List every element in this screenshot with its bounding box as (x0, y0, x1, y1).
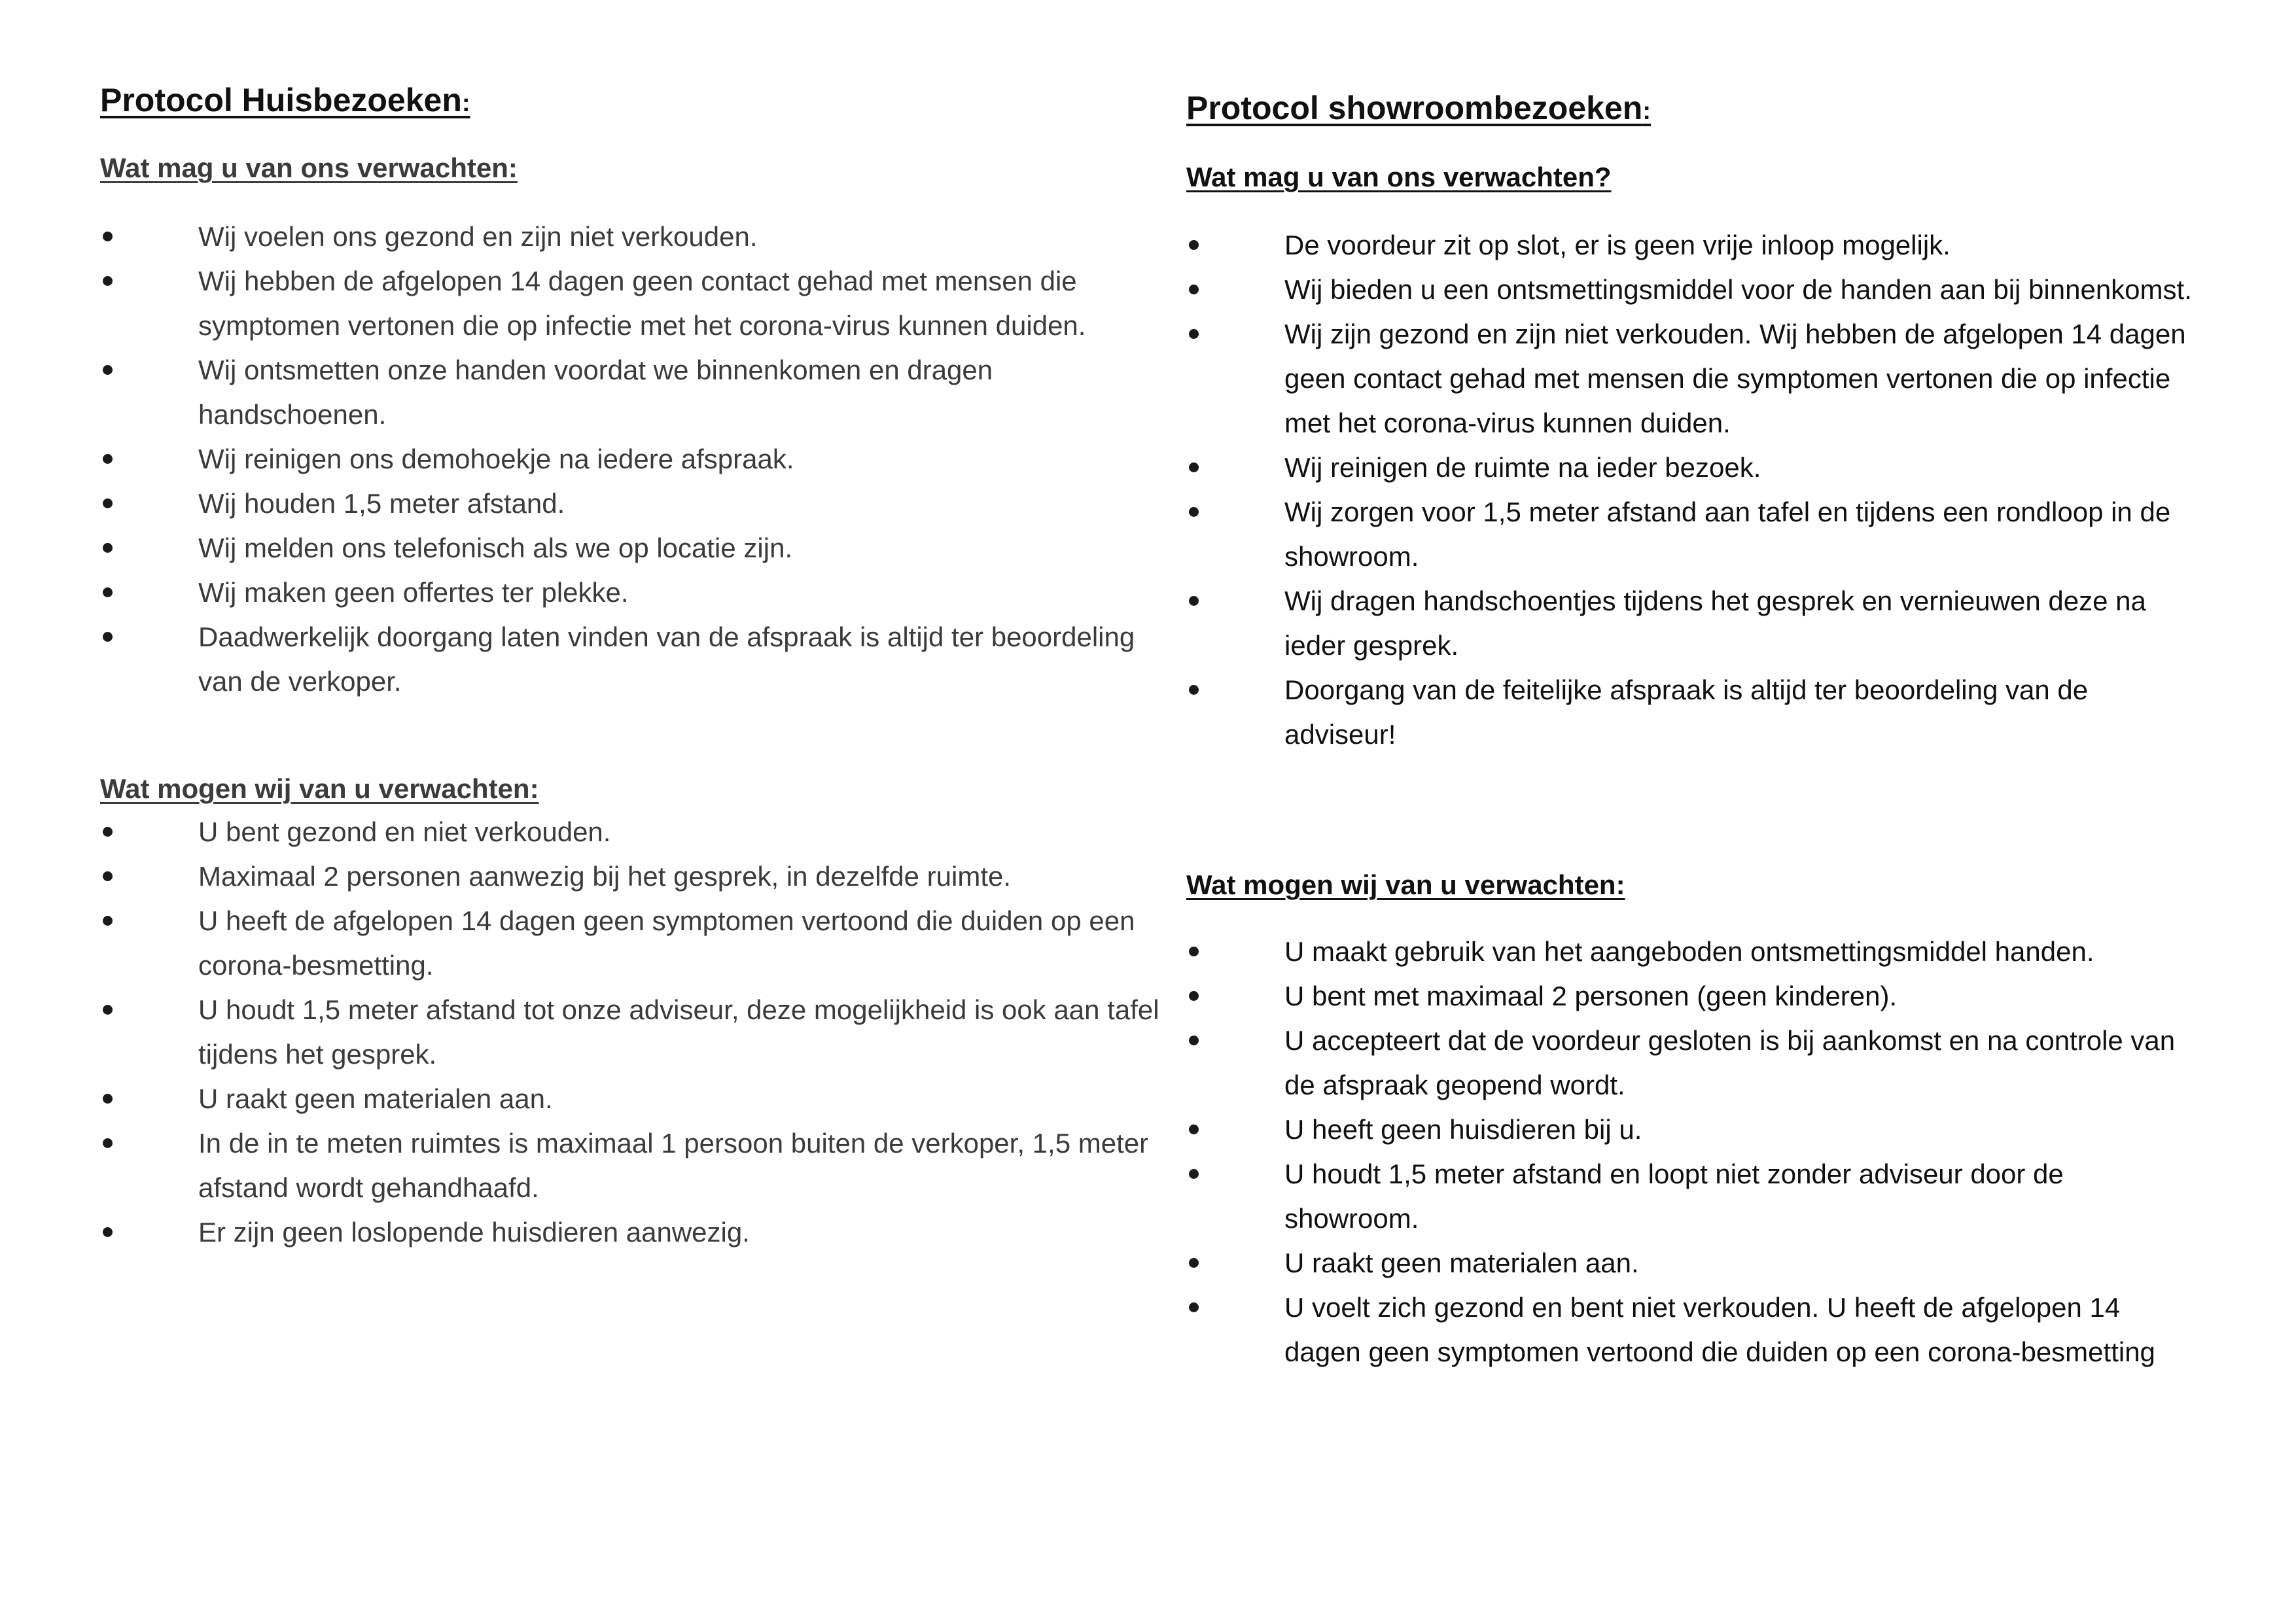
bullet-icon (1189, 596, 1199, 606)
list-item: U maakt gebruik van het aangeboden ontsmettingsmiddel handen. (1186, 930, 2200, 974)
right-title (1186, 92, 1651, 124)
left-title-colon: : (461, 90, 470, 117)
bullet-icon (1189, 685, 1199, 695)
bullet-icon (1189, 507, 1199, 517)
bullet-icon (1189, 462, 1199, 472)
list-item: U bent met maximaal 2 personen (geen kinderen). (1186, 974, 2200, 1019)
bullet-icon (1189, 329, 1199, 339)
bullet-icon (103, 232, 113, 241)
list-item: U accepteert dat de voordeur gesloten is bij aankomst en na controle van de afspraak geopend wordt. (1186, 1019, 2200, 1108)
right-title-text: Protocol showroombezoeken (1186, 90, 1643, 126)
list-item: Wij hebben de afgelopen 14 dagen geen contact gehad met mensen die symptomen vertonen die op infectie met het corona-virus kunnen duiden. (100, 259, 1173, 348)
bullet-icon (103, 632, 113, 642)
list-item: U voelt zich gezond en bent niet verkouden. U heeft de afgelopen 14 dagen geen symptomen vertoond die duiden op een corona-besmetting (1186, 1285, 2200, 1374)
list-item: Wij melden ons telefonisch als we op locatie zijn. (100, 526, 1173, 570)
bullet-icon (1189, 1036, 1199, 1045)
list-item: Wij zijn gezond en zijn niet verkouden. Wij hebben de afgelopen 14 dagen geen contact gehad met mensen die symptomen vertonen die op infectie met het corona-virus kunnen duiden. (1186, 312, 2200, 445)
list-item: Wij voelen ons gezond en zijn niet verkouden. (100, 215, 1173, 259)
right-section2-list (1186, 930, 2200, 1374)
bullet-icon (1189, 240, 1199, 250)
bullet-icon (103, 1005, 113, 1015)
list-item: De voordeur zit op slot, er is geen vrije inloop mogelijk. (1186, 223, 2200, 268)
bullet-icon (103, 365, 113, 375)
list-item: U raakt geen materialen aan. (100, 1077, 1173, 1121)
bullet-icon (103, 498, 113, 508)
bullet-icon (1189, 1169, 1199, 1179)
left-section1-heading: Wat mag u van ons verwachten: (100, 152, 518, 183)
list-item: U heeft geen huisdieren bij u. (1186, 1108, 2200, 1152)
right-section1-list (1186, 223, 2200, 757)
list-item: Wij bieden u een ontsmettingsmiddel voor de handen aan bij binnenkomst. (1186, 268, 2200, 312)
list-item: U raakt geen materialen aan. (1186, 1241, 2200, 1285)
left-section2-heading: Wat mogen wij van u verwachten: (100, 773, 539, 804)
bullet-icon (103, 1227, 113, 1237)
bullet-icon (103, 1094, 113, 1104)
bullet-icon (1189, 285, 1199, 294)
left-title-text: Protocol Huisbezoeken (100, 82, 462, 118)
list-item: Wij ontsmetten onze handen voordat we binnenkomen en dragen handschoenen. (100, 348, 1173, 437)
list-item: U houdt 1,5 meter afstand en loopt niet zonder adviseur door de showroom. (1186, 1152, 2200, 1241)
list-item: Wij dragen handschoentjes tijdens het gesprek en vernieuwen deze na ieder gesprek. (1186, 579, 2200, 668)
bullet-icon (103, 587, 113, 597)
bullet-icon (103, 454, 113, 464)
list-item: U heeft de afgelopen 14 dagen geen symptomen vertoond die duiden op een corona-besmetting. (100, 899, 1173, 988)
list-item: Wij maken geen offertes ter plekke. (100, 570, 1173, 615)
list-item: Wij reinigen de ruimte na ieder bezoek. (1186, 445, 2200, 490)
list-item: U houdt 1,5 meter afstand tot onze adviseur, deze mogelijkheid is ook aan tafel tijdens het gesprek. (100, 988, 1173, 1077)
list-item: U bent gezond en niet verkouden. (100, 810, 1173, 854)
right-section1-heading: Wat mag u van ons verwachten? (1186, 162, 1612, 192)
bullet-icon (103, 827, 113, 837)
bullet-icon (103, 543, 113, 553)
bullet-icon (1189, 1125, 1199, 1134)
list-item: Wij houden 1,5 meter afstand. (100, 481, 1173, 526)
list-item: Er zijn geen loslopende huisdieren aanwezig. (100, 1210, 1173, 1255)
list-item: Maximaal 2 personen aanwezig bij het gesprek, in dezelfde ruimte. (100, 854, 1173, 899)
bullet-icon (103, 1138, 113, 1148)
bullet-icon (1189, 991, 1199, 1001)
bullet-icon (103, 916, 113, 926)
left-section1-list (100, 215, 1173, 704)
right-section2-heading: Wat mogen wij van u verwachten: (1186, 869, 1625, 900)
bullet-icon (103, 871, 113, 881)
right-title-colon: : (1642, 97, 1651, 125)
left-title (100, 84, 470, 116)
bullet-icon (1189, 1302, 1199, 1312)
bullet-icon (1189, 1258, 1199, 1268)
list-item: Daadwerkelijk doorgang laten vinden van de afspraak is altijd ter beoordeling van de verkoper. (100, 615, 1173, 704)
list-item: In de in te meten ruimtes is maximaal 1 persoon buiten de verkoper, 1,5 meter afstand wordt gehandhaafd. (100, 1121, 1173, 1210)
list-item: Doorgang van de feitelijke afspraak is altijd ter beoordeling van de adviseur! (1186, 668, 2200, 757)
list-item: Wij reinigen ons demohoekje na iedere afspraak. (100, 437, 1173, 481)
list-item: Wij zorgen voor 1,5 meter afstand aan tafel en tijdens een rondloop in de showroom. (1186, 490, 2200, 579)
bullet-icon (1189, 947, 1199, 956)
left-section2-list (100, 810, 1173, 1255)
bullet-icon (103, 276, 113, 286)
